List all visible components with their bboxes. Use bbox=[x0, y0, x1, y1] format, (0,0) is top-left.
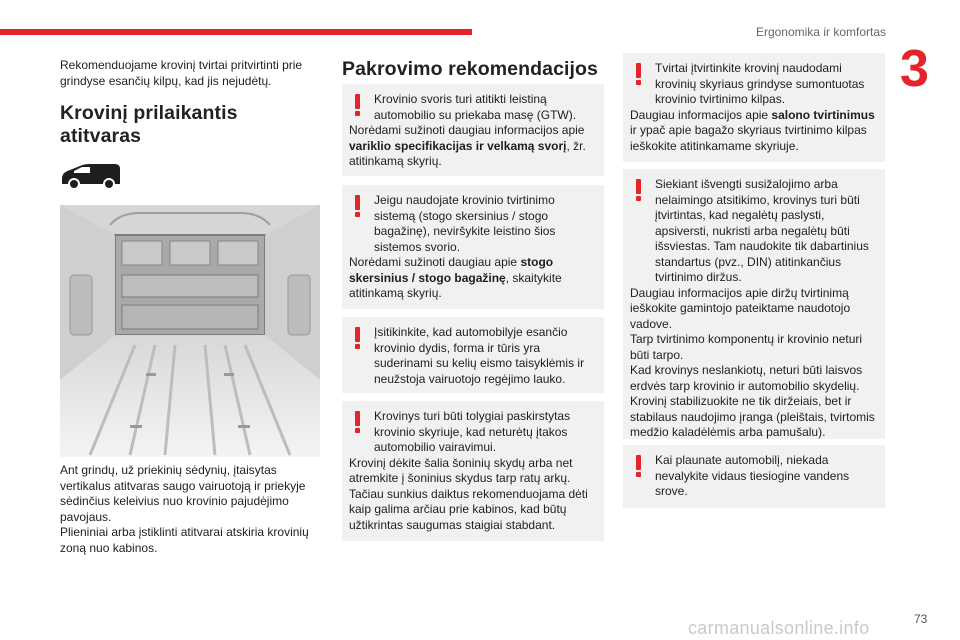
cargo-area-photo bbox=[60, 205, 320, 457]
section-title-partition: Krovinį prilaikantis atitvaras bbox=[60, 102, 238, 147]
chapter-number: 3 bbox=[900, 40, 929, 98]
partition-paragraph-1: Ant grindų, už priekinių sėdynių, įtaisytas vertikalus atitvaras saugo vairuotoją ir priekyje sėdinčius keleivius nuo krovinio pajudėjimo pavojaus. bbox=[60, 463, 306, 524]
warning-securing-line4: Kad krovinys neslankiotų, neturi būti laisvos erdvės tarp krovinio ir automobilio skydelių. bbox=[630, 363, 863, 393]
warning-box-distribution bbox=[342, 401, 604, 541]
warning-anchoring-line2: Daugiau informacijos apie salono tvirtinimus ir ypač apie bagažo skyriaus tvirtinimo kilpas ieškokite atitinkamame skyriuje. bbox=[630, 107, 875, 153]
warning-securing-line2: Daugiau informacijos apie diržų tvirtinimą ieškokite gamintojo pateiktame naudotojo vadove. bbox=[630, 285, 851, 331]
warning-box-roof bbox=[342, 185, 604, 309]
column-middle bbox=[342, 58, 604, 81]
warning-icon bbox=[354, 411, 362, 433]
warning-icon bbox=[635, 179, 643, 201]
page-number: 73 bbox=[914, 612, 928, 626]
warning-weight-line2: Norėdami sužinoti daugiau informacijos apie variklio specifikacijas ir velkamą svorį, žr. atitinkamą skyrių. bbox=[349, 123, 586, 168]
warning-icon bbox=[354, 327, 362, 349]
running-header: Ergonomika ir komfortas bbox=[755, 25, 886, 39]
warning-roof-line2: Norėdami sužinoti daugiau apie stogo skersinius / stogo bagažinę, skaitykite atitinkamą skyrių. bbox=[349, 255, 562, 300]
warning-securing-line3: Tarp tvirtinimo komponentų ir krovinio neturi būti tarpo. bbox=[630, 332, 863, 362]
warning-distribution-line1: Krovinys turi būti tolygiai paskirstytas krovinio skyriuje, kad neturėtų įtakos automobilio vairavimui. bbox=[374, 409, 571, 454]
warning-distribution-line2: Krovinį dėkite šalia šoninių skydų arba net atremkite į šoninius skydus tarp ratų arkų. bbox=[349, 455, 573, 485]
warning-icon bbox=[354, 94, 362, 116]
watermark: carmanualsonline.info bbox=[688, 618, 870, 638]
warning-weight-line1: Krovinio svoris turi atitikti leistiną automobilio su priekaba masę (GTW). bbox=[374, 92, 577, 122]
warning-icon bbox=[635, 455, 643, 477]
warning-distribution-line3: Tačiau sunkius daiktus rekomenduojama dėti kaip galima arčiau prie kabinos, kad būtų užtikrintas saugumas staigiai stabdant. bbox=[349, 486, 588, 532]
warning-dimensions-line1: Įsitikinkite, kad automobilyje esančio krovinio dydis, forma ir tūris yra suderinami su kelių eismo taisyklėmis ir neužstoja vairuotojo regėjimo lauko. bbox=[374, 325, 585, 386]
warning-securing-line1: Siekiant išvengti susižalojimo arba nelaimingo atsitikimo, krovinys turi būti įtvirtintas, kad negalėtų paslysti, apsiversti, nukristi arba negalėtų būti išsviestas. Tam naudokite tik dabartinius standartus (pvz., DIN) atitinkančius tvirtinimo diržus. bbox=[655, 177, 869, 284]
warning-washing-line1: Kai plaunate automobilį, niekada nevalykite vidaus tiesiogine vandens srove. bbox=[655, 453, 850, 498]
warning-box-washing bbox=[623, 445, 885, 508]
warning-securing-line5: Krovinį stabilizuokite ne tik diržeiais, bet ir stabilaus naudojimo įranga (pleištais, tvirtomis medžio kaladėlėmis arba pamušalu). bbox=[630, 394, 875, 439]
warning-roof-line1: Jeigu naudojate krovinio tvirtinimo sistemą (stogo skersinius / stogo bagažinę), neviršykite leistino šios sistemos svorio. bbox=[374, 193, 556, 254]
van-icon bbox=[60, 162, 122, 190]
column-left bbox=[60, 58, 320, 556]
warning-box-weight bbox=[342, 84, 604, 176]
top-red-bar bbox=[0, 29, 472, 35]
intro-paragraph: Rekomenduojame krovinį tvirtai pritvirtinti prie grindyse esančių kilpų, kad jis nejudėtų. bbox=[60, 58, 303, 88]
warning-icon bbox=[635, 63, 643, 85]
warning-box-dimensions bbox=[342, 317, 604, 393]
section-title-loading: Pakrovimo rekomendacijos bbox=[342, 58, 599, 80]
partition-paragraph-2: Plieniniai arba įstiklinti atitvarai atskiria krovinių zoną nuo kabinos. bbox=[60, 525, 309, 555]
warning-icon bbox=[354, 195, 362, 217]
warning-box-anchoring bbox=[623, 53, 885, 162]
warning-anchoring-line1: Tvirtai įtvirtinkite krovinį naudodami krovinių skyriaus grindyse sumontuotas krovinio tvirtinimo kilpas. bbox=[655, 61, 865, 106]
warning-box-securing bbox=[623, 169, 885, 439]
